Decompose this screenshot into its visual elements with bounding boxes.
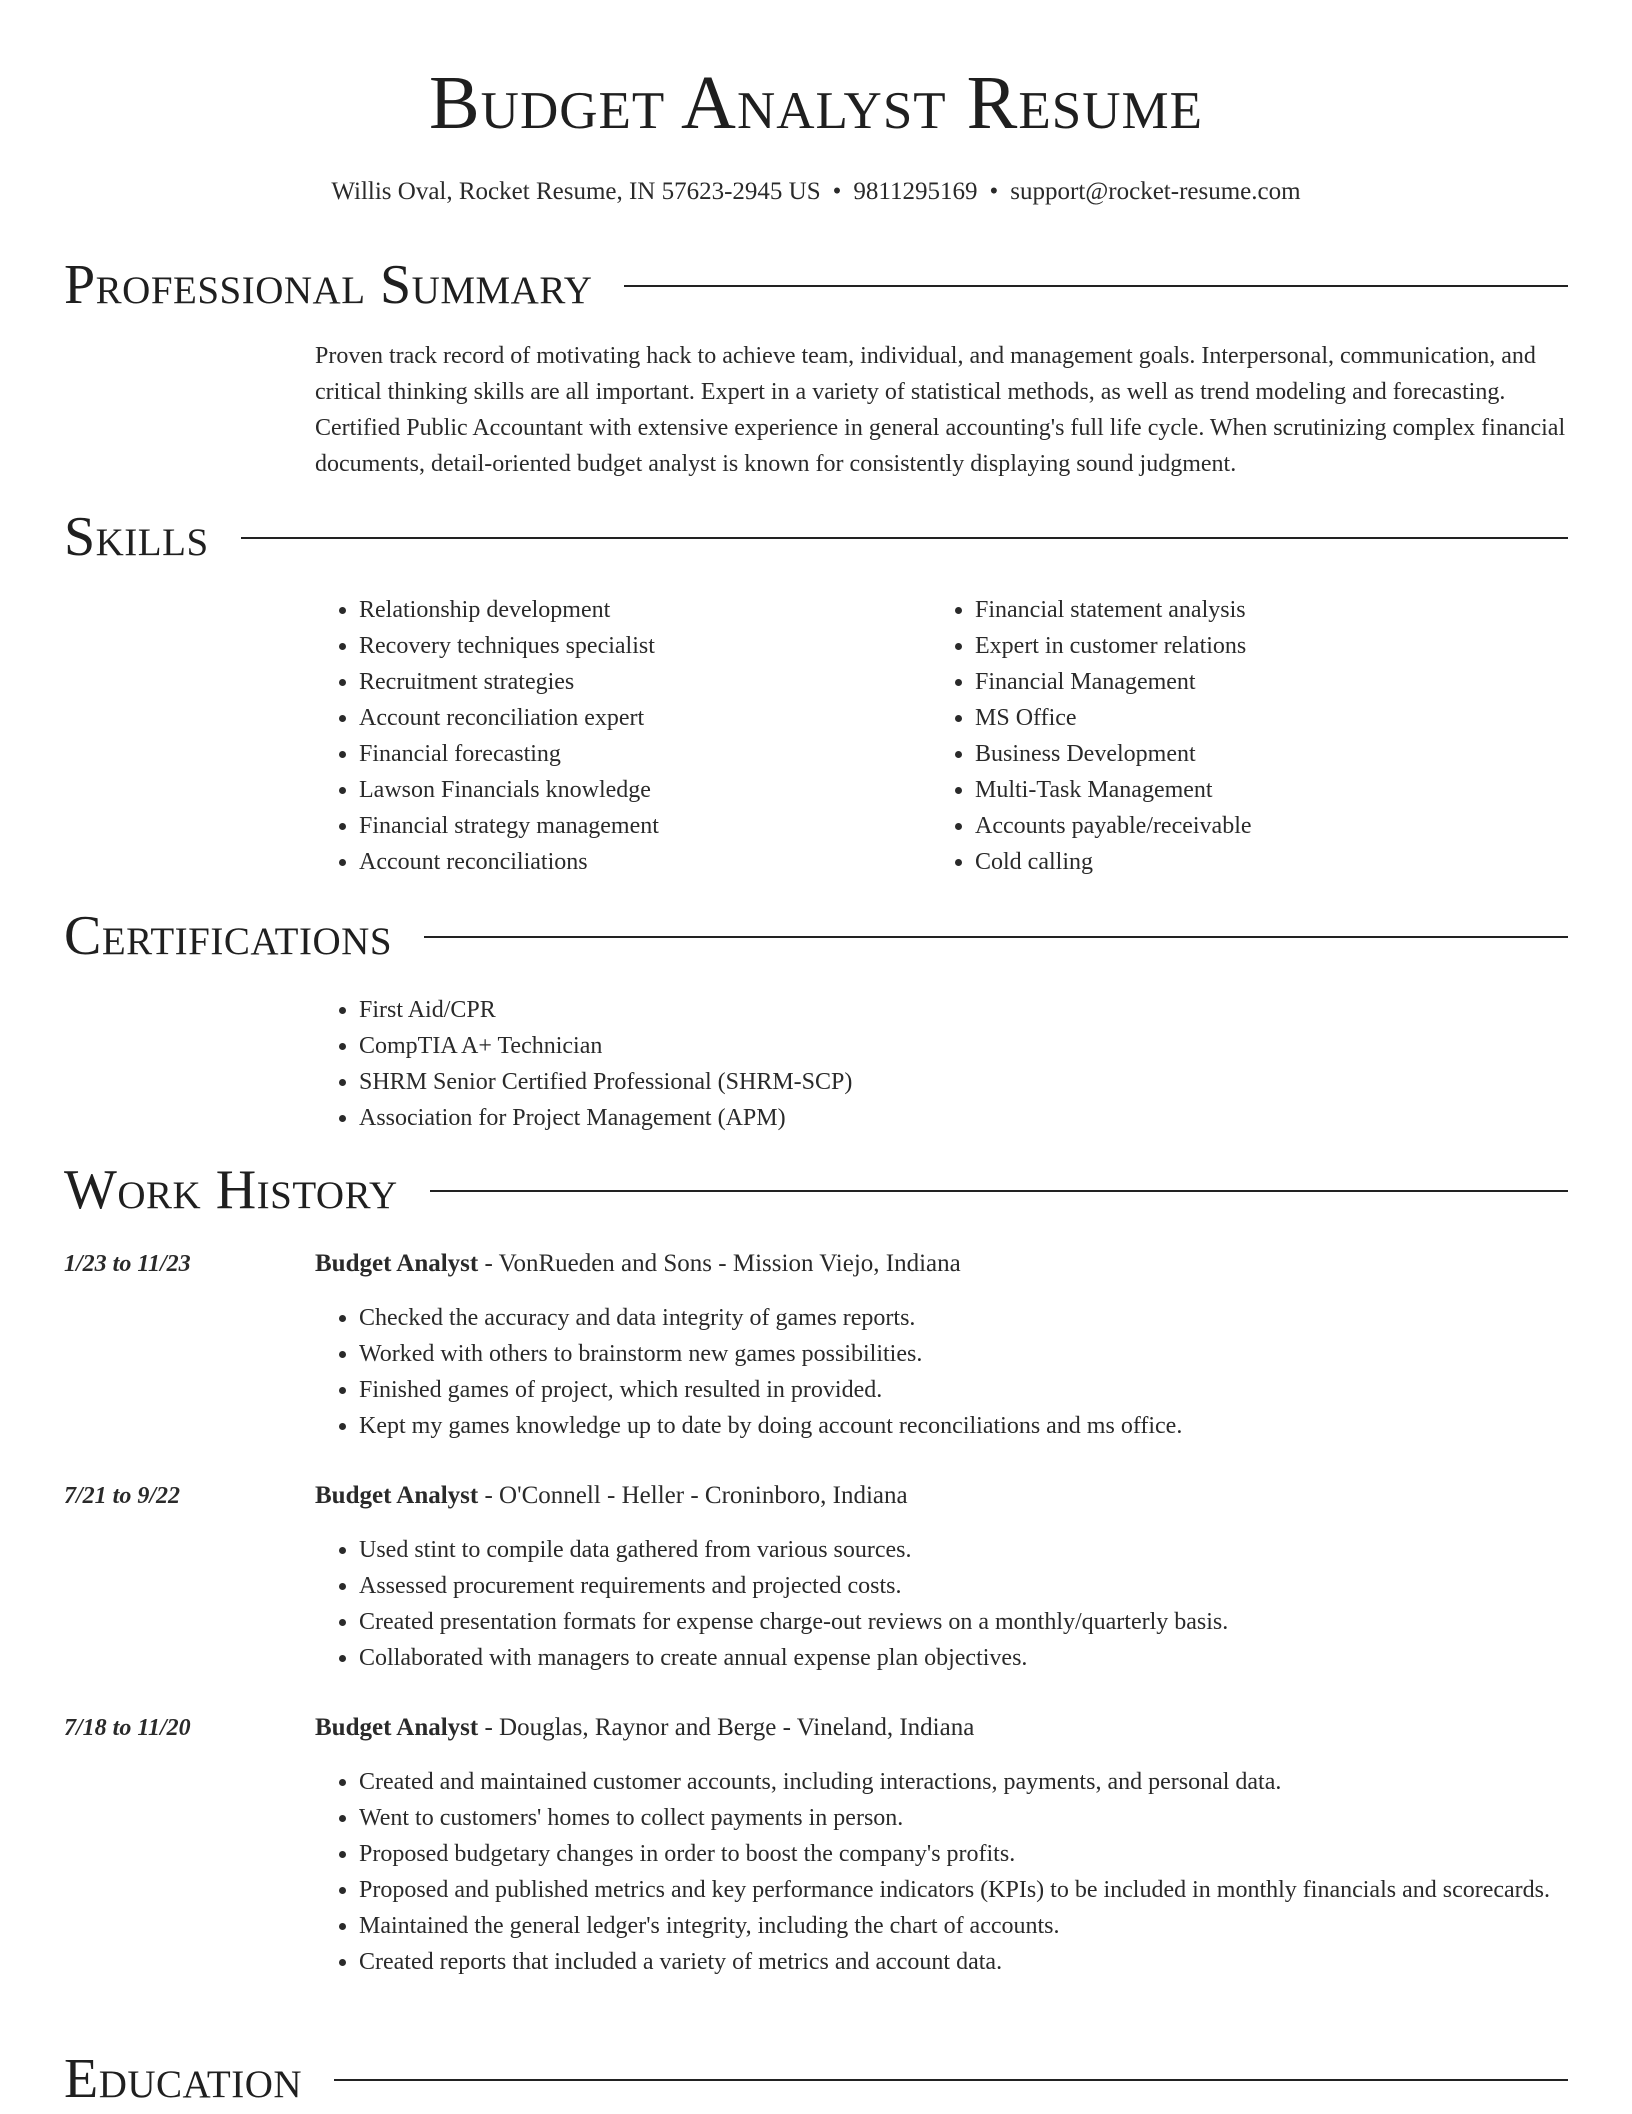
contact-line	[0, 174, 1632, 210]
job-title: Budget Analyst	[315, 1250, 479, 1277]
contact-separator: •	[989, 178, 999, 205]
job-dates: 7/21 to 9/22	[64, 1483, 181, 1509]
certifications-block	[315, 992, 1515, 1136]
section-title-education: Education	[64, 2048, 303, 2110]
page-title: Budget Analyst Resume	[428, 61, 1204, 145]
section-header-education	[64, 2044, 1568, 2114]
section-header-work-history	[64, 1155, 1568, 1225]
list-item: • Used stint to compile data gathered from various sources.	[359, 1532, 1568, 1568]
skills-list-left	[315, 592, 915, 880]
list-item: • SHRM Senior Certified Professional (SHRM-SCP)	[359, 1064, 1515, 1100]
section-title-certifications: Certifications	[64, 905, 393, 967]
contact-phone: 9811295169	[853, 178, 978, 205]
list-item: • Recovery techniques specialist	[359, 628, 915, 664]
section-title-summary: Professional Summary	[64, 254, 593, 316]
list-item: • Business Development	[975, 736, 1531, 772]
list-item: • MS Office	[975, 700, 1531, 736]
section-title-work-history: Work History	[64, 1159, 398, 1221]
section-divider	[624, 285, 1568, 287]
list-item: • Account reconciliation expert	[359, 700, 915, 736]
list-item: • Accounts payable/receivable	[975, 808, 1531, 844]
job-title: Budget Analyst	[315, 1482, 479, 1509]
job-duties-list	[315, 1764, 1568, 1980]
section-header-summary	[64, 250, 1568, 320]
list-item: • Collaborated with managers to create annual expense plan objectives.	[359, 1640, 1568, 1676]
job-dates: 1/23 to 11/23	[64, 1251, 191, 1277]
list-item: • Financial strategy management	[359, 808, 915, 844]
contact-email[interactable]: support@rocket-resume.com	[1010, 178, 1301, 205]
job-duties-list	[315, 1300, 1568, 1444]
job-employer-location: - Douglas, Raynor and Berge - Vineland, Indiana	[478, 1714, 975, 1741]
section-divider	[430, 1190, 1568, 1192]
list-item: • Assessed procurement requirements and projected costs.	[359, 1568, 1568, 1604]
list-item: • Cold calling	[975, 844, 1531, 880]
skills-column-left	[315, 592, 915, 880]
job-employer-location: - O'Connell - Heller - Croninboro, Indiana	[478, 1482, 908, 1509]
section-divider	[241, 537, 1568, 539]
section-divider	[334, 2079, 1568, 2081]
job-heading	[315, 1710, 974, 1746]
job-title: Budget Analyst	[315, 1714, 479, 1741]
list-item: • Checked the accuracy and data integrity of games reports.	[359, 1300, 1568, 1336]
section-header-certifications	[64, 901, 1568, 971]
skills-list-right	[931, 592, 1531, 880]
job-dates: 7/18 to 11/20	[64, 1715, 191, 1741]
list-item: • Account reconciliations	[359, 844, 915, 880]
list-item: • Went to customers' homes to collect payments in person.	[359, 1800, 1568, 1836]
contact-address: Willis Oval, Rocket Resume, IN 57623-2945 US	[331, 178, 821, 205]
list-item: • Relationship development	[359, 592, 915, 628]
list-item: • CompTIA A+ Technician	[359, 1028, 1515, 1064]
job-heading	[315, 1246, 961, 1282]
list-item: • Created reports that included a variety of metrics and account data.	[359, 1944, 1568, 1980]
certifications-list	[315, 992, 1515, 1136]
job-heading	[315, 1478, 908, 1514]
list-item: • Proposed and published metrics and key performance indicators (KPIs) to be included in monthly financials and scorecards.	[359, 1872, 1568, 1908]
list-item: • Expert in customer relations	[975, 628, 1531, 664]
section-title-skills: Skills	[64, 506, 209, 568]
skills-column-right	[931, 592, 1531, 880]
list-item: • Proposed budgetary changes in order to boost the company's profits.	[359, 1836, 1568, 1872]
list-item: • First Aid/CPR	[359, 992, 1515, 1028]
list-item: • Financial statement analysis	[975, 592, 1531, 628]
contact-separator: •	[832, 178, 842, 205]
job-duties-list	[315, 1532, 1568, 1676]
section-divider	[424, 936, 1568, 938]
list-item: • Financial Management	[975, 664, 1531, 700]
summary-text: Proven track record of motivating hack to achieve team, individual, and management goals. Interpersonal, communication, and critical thinking skills are all important. Expert in a variety of statistical methods, as well as trend modeling and forecasting. Certified Public Accountant with extensive experience in general accounting's full life cycle. When scrutinizing complex financial documents, detail-oriented budget analyst is known for consistently displaying sound judgment.	[315, 343, 1566, 477]
list-item: • Association for Project Management (APM)	[359, 1100, 1515, 1136]
list-item: • Multi-Task Management	[975, 772, 1531, 808]
job-employer-location: - VonRueden and Sons - Mission Viejo, Indiana	[478, 1250, 961, 1277]
list-item: • Maintained the general ledger's integrity, including the chart of accounts.	[359, 1908, 1568, 1944]
list-item: • Kept my games knowledge up to date by doing account reconciliations and ms office.	[359, 1408, 1568, 1444]
list-item: • Financial forecasting	[359, 736, 915, 772]
list-item: • Finished games of project, which resulted in provided.	[359, 1372, 1568, 1408]
list-item: • Created and maintained customer accounts, including interactions, payments, and personal data.	[359, 1764, 1568, 1800]
section-header-skills	[64, 502, 1568, 572]
list-item: • Recruitment strategies	[359, 664, 915, 700]
list-item: • Created presentation formats for expense charge-out reviews on a monthly/quarterly basis.	[359, 1604, 1568, 1640]
list-item: • Worked with others to brainstorm new games possibilities.	[359, 1336, 1568, 1372]
list-item: • Lawson Financials knowledge	[359, 772, 915, 808]
